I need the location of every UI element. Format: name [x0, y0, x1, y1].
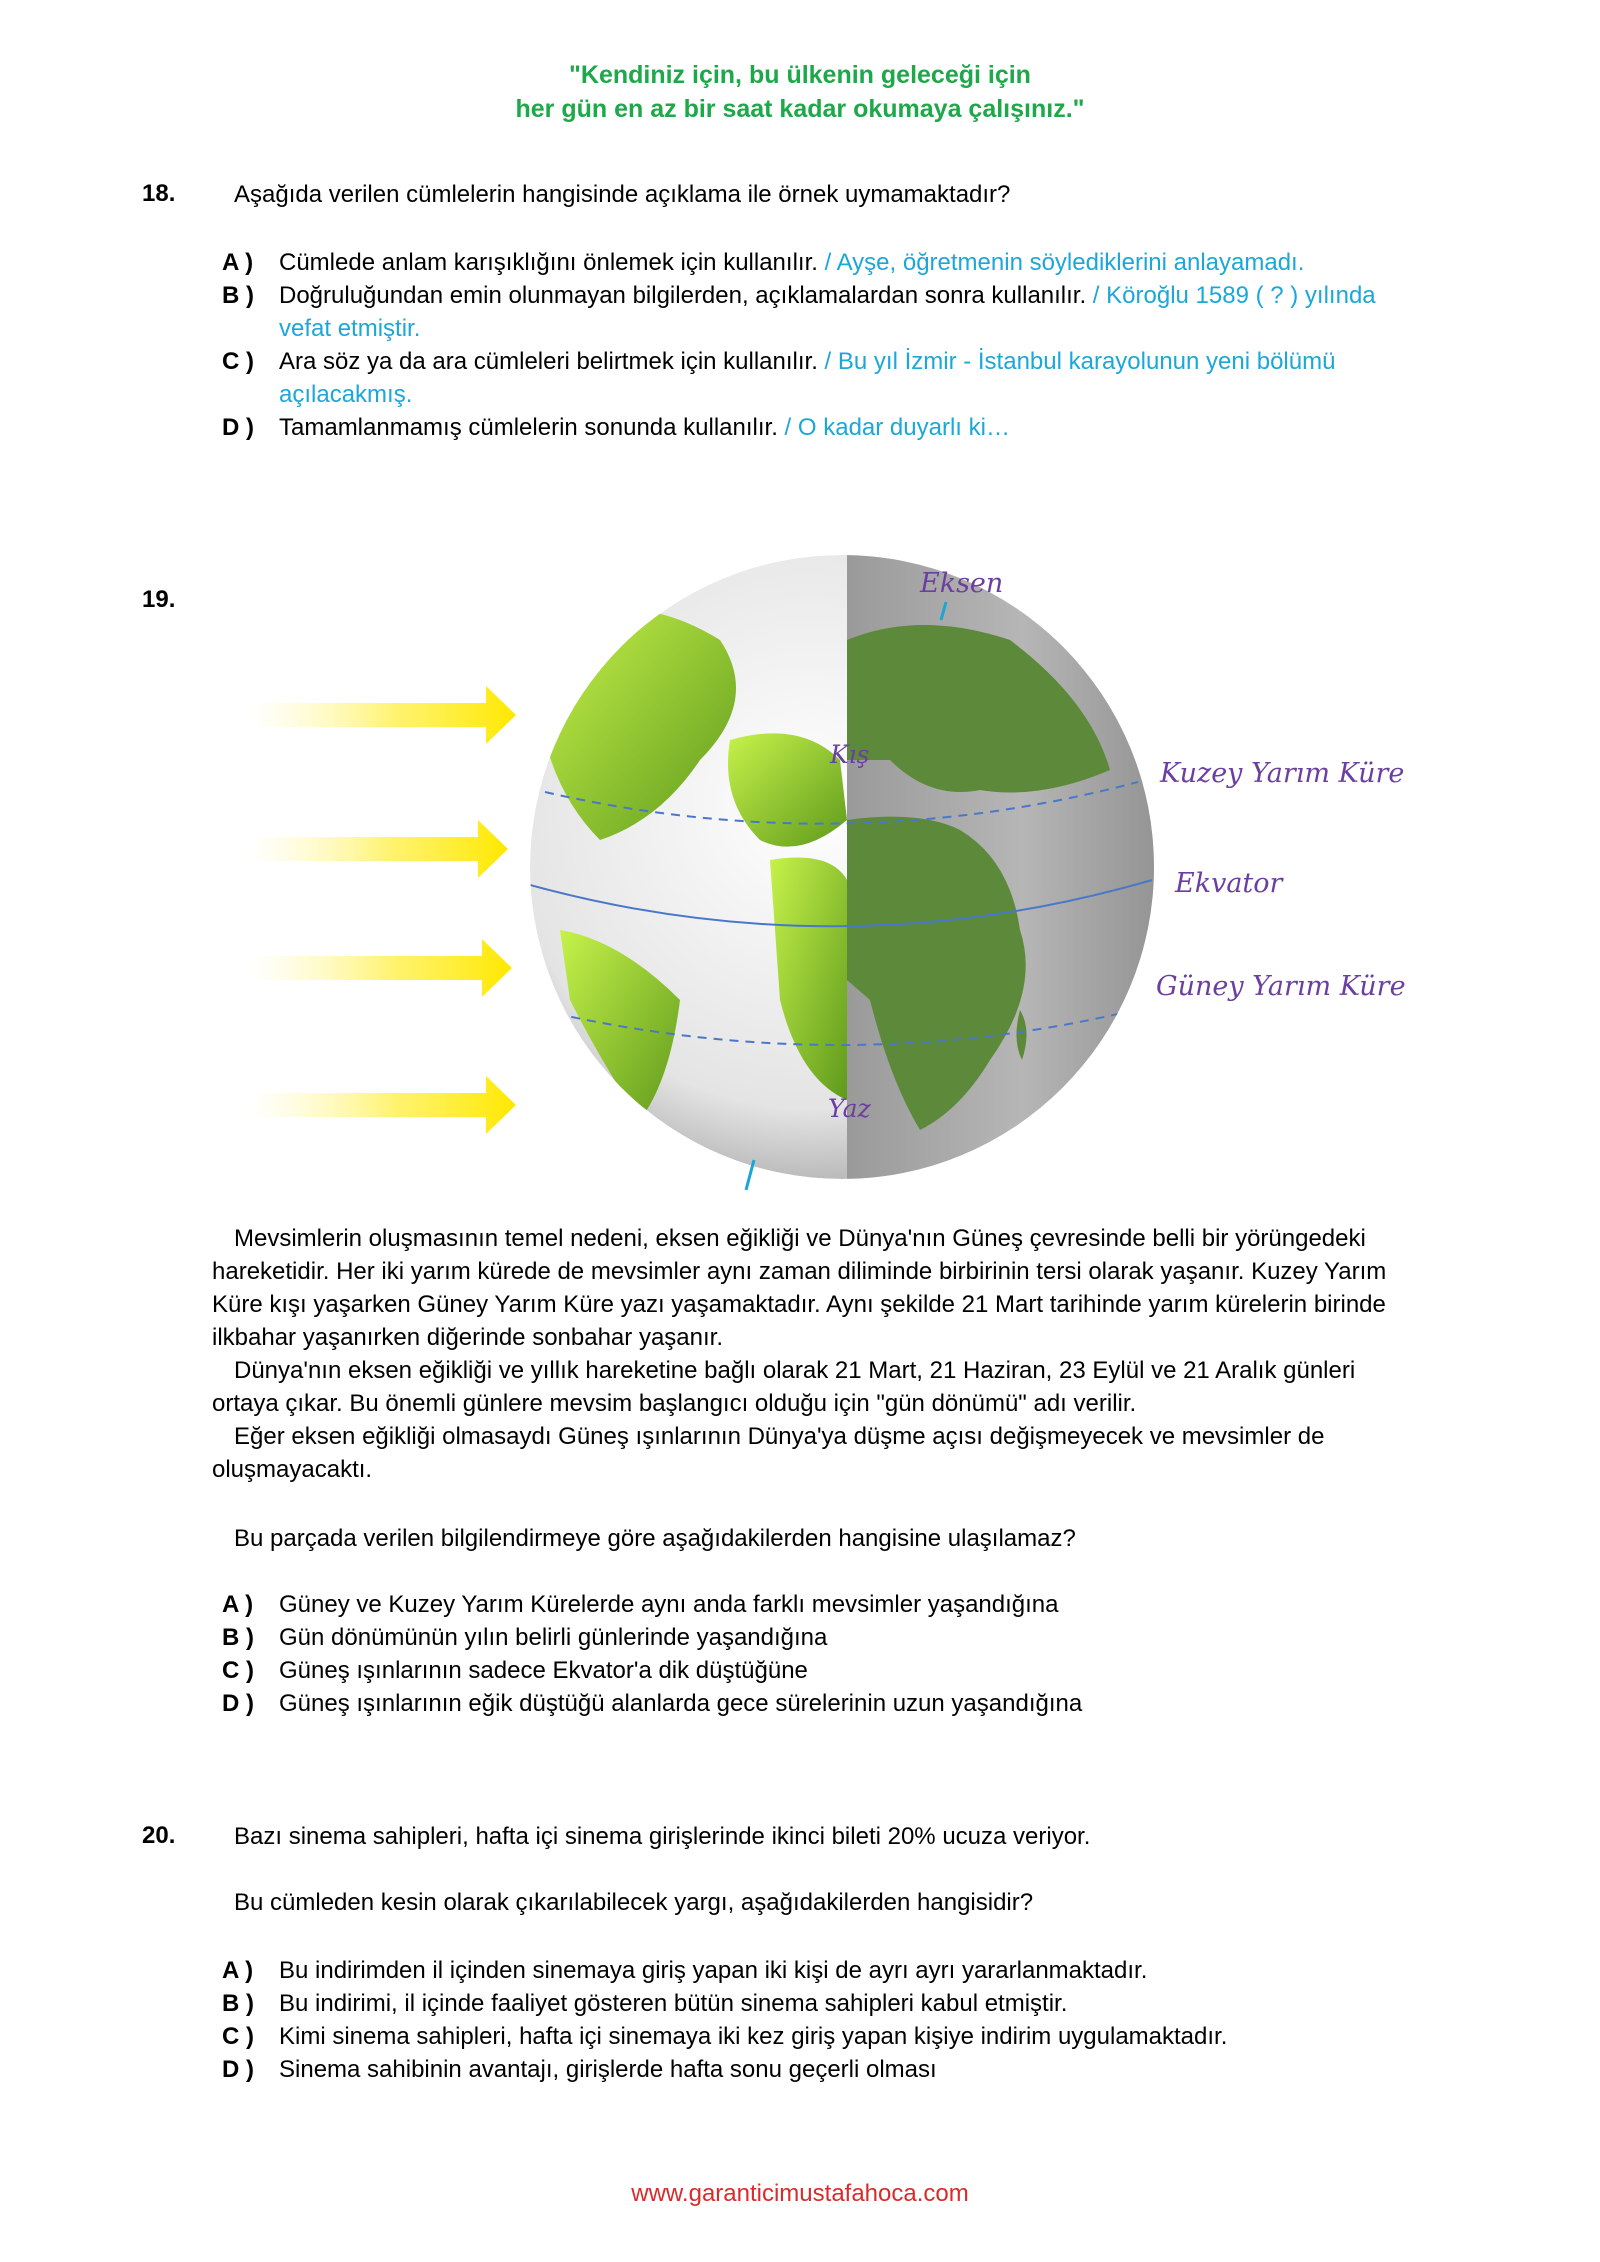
question-19-number: 19.: [142, 586, 176, 613]
option-letter: C ): [222, 2023, 254, 2050]
question-19-text: Bu parçada verilen bilgilendirmeye göre aşağıdakilerden hangisine ulaşılamaz?: [234, 1525, 1076, 1552]
option-text: Tamamlanmamış cümlelerin sonunda kullanılır.: [279, 414, 778, 441]
option-example: / O kadar duyarlı ki…: [777, 414, 1010, 441]
option-letter: C ): [222, 1657, 254, 1684]
sun-ray-arrow: [250, 1076, 516, 1134]
option-example: / Köroğlu 1589 ( ? ) yılında vefat etmiştir.: [279, 282, 1376, 342]
sun-ray-arrow: [250, 820, 508, 878]
option-letter: D ): [222, 1690, 254, 1717]
option-example: / Bu yıl İzmir - İstanbul karayolunun yeni bölümü açılacakmış.: [279, 348, 1336, 408]
option-text: Bu indirimden il içinden sinemaya giriş yapan iki kişi de ayrı ayrı yararlanmaktadır.: [279, 1957, 1148, 1984]
sun-ray-arrow: [250, 939, 512, 997]
question-19-passage: [212, 1222, 1402, 1486]
option-text: Güneş ışınlarının eğik düştüğü alanlarda gece sürelerinin uzun yaşandığına: [279, 1690, 1083, 1717]
option-letter: A ): [222, 1957, 254, 1984]
option-text: Sinema sahibinin avantajı, girişlerde hafta sonu geçerli olması: [279, 2056, 937, 2083]
option-text: Kimi sinema sahipleri, hafta içi sinemaya iki kez giriş yapan kişiye indirim uygulamaktadır.: [279, 2023, 1228, 2050]
option-b[interactable]: [222, 1987, 1382, 2020]
option-text: Gün dönümünün yılın belirli günlerinde yaşandığına: [279, 1624, 828, 1651]
option-b[interactable]: [222, 1621, 1382, 1654]
globe-figure: [0, 540, 1600, 1200]
header-line-2: her gün en az bir saat kadar okumaya çalışınız.": [515, 95, 1085, 123]
label-summer: Yaz: [828, 1094, 871, 1123]
option-example: / Ayşe, öğretmenin söylediklerini anlayamadı.: [817, 249, 1305, 276]
option-letter: C ): [222, 348, 254, 375]
label-southern-hemisphere: Güney Yarım Küre: [1156, 971, 1406, 1002]
option-a[interactable]: [222, 1588, 1382, 1621]
option-letter: A ): [222, 249, 254, 276]
option-c[interactable]: [222, 2020, 1382, 2053]
sun-ray-arrow: [250, 686, 516, 744]
label-northern-hemisphere: Kuzey Yarım Küre: [1160, 758, 1405, 789]
option-c[interactable]: [222, 1654, 1382, 1687]
header-line-1: "Kendiniz için, bu ülkenin geleceği için: [569, 61, 1031, 89]
option-d[interactable]: [222, 2053, 1382, 2086]
option-letter: B ): [222, 1624, 254, 1651]
label-equator: Ekvator: [1175, 868, 1283, 899]
option-text: Güney ve Kuzey Yarım Kürelerde aynı anda farklı mevsimler yaşandığına: [279, 1591, 1059, 1618]
option-b[interactable]: [222, 279, 1382, 345]
option-letter: B ): [222, 282, 254, 309]
passage-paragraph: Mevsimlerin oluşmasının temel nedeni, eksen eğikliği ve Dünya'nın Güneş çevresinde belli bir yörüngedeki hareketidir. Her iki yarım kürede de mevsimler aynı zaman diliminde birbirinin tersi olarak yaşanır. Kuzey Yarım Küre kışı yaşarken Güney Yarım Küre yazı yaşamaktadır. Aynı şekilde 21 Mart tarihinde yarım kürelerin birinde ilkbahar yaşanırken diğerinde sonbahar yaşanır.: [212, 1225, 1387, 1351]
question-20-text: Bazı sinema sahipleri, hafta içi sinema girişlerinde ikinci bileti 20% ucuza veriyor.: [234, 1823, 1091, 1850]
option-d[interactable]: [222, 411, 1382, 444]
question-18-options: [222, 246, 1382, 444]
question-20-options: [222, 1954, 1382, 2086]
option-letter: D ): [222, 414, 254, 441]
question-18-number: 18.: [142, 180, 176, 207]
option-c[interactable]: [222, 345, 1382, 411]
footer-url[interactable]: www.garanticimustafahoca.com: [631, 2180, 969, 2207]
option-text: Güneş ışınlarının sadece Ekvator'a dik düştüğüne: [279, 1657, 808, 1684]
option-letter: A ): [222, 1591, 254, 1618]
question-20-number: 20.: [142, 1822, 176, 1849]
option-text: Bu indirimi, il içinde faaliyet gösteren bütün sinema sahipleri kabul etmiştir.: [279, 1990, 1068, 2017]
option-text: Doğruluğundan emin olunmayan bilgilerden, açıklamalardan sonra kullanılır.: [279, 282, 1087, 309]
label-winter: Kış: [830, 740, 870, 769]
option-d[interactable]: [222, 1687, 1382, 1720]
option-text: Cümlede anlam karışıklığını önlemek için kullanılır.: [279, 249, 818, 276]
header-quote: [0, 58, 1600, 126]
label-axis: Eksen: [920, 568, 1004, 599]
question-20-question: Bu cümleden kesin olarak çıkarılabilecek yargı, aşağıdakilerden hangisidir?: [234, 1889, 1034, 1916]
option-letter: B ): [222, 1990, 254, 2017]
option-text: Ara söz ya da ara cümleleri belirtmek için kullanılır.: [279, 348, 818, 375]
option-letter: D ): [222, 2056, 254, 2083]
question-18-text: Aşağıda verilen cümlelerin hangisinde açıklama ile örnek uymamaktadır?: [234, 181, 1011, 208]
option-a[interactable]: [222, 1954, 1382, 1987]
option-a[interactable]: [222, 246, 1382, 279]
question-19-options: [222, 1588, 1382, 1720]
passage-paragraph: Eğer eksen eğikliği olmasaydı Güneş ışınlarının Dünya'ya düşme açısı değişmeyecek ve mevsimler de oluşmayacaktı.: [212, 1423, 1325, 1483]
passage-paragraph: Dünya'nın eksen eğikliği ve yıllık hareketine bağlı olarak 21 Mart, 21 Haziran, 23 Eylül ve 21 Aralık günleri ortaya çıkar. Bu önemli günlere mevsim başlangıcı olduğu için "gün dönümü" adı verilir.: [212, 1357, 1356, 1417]
